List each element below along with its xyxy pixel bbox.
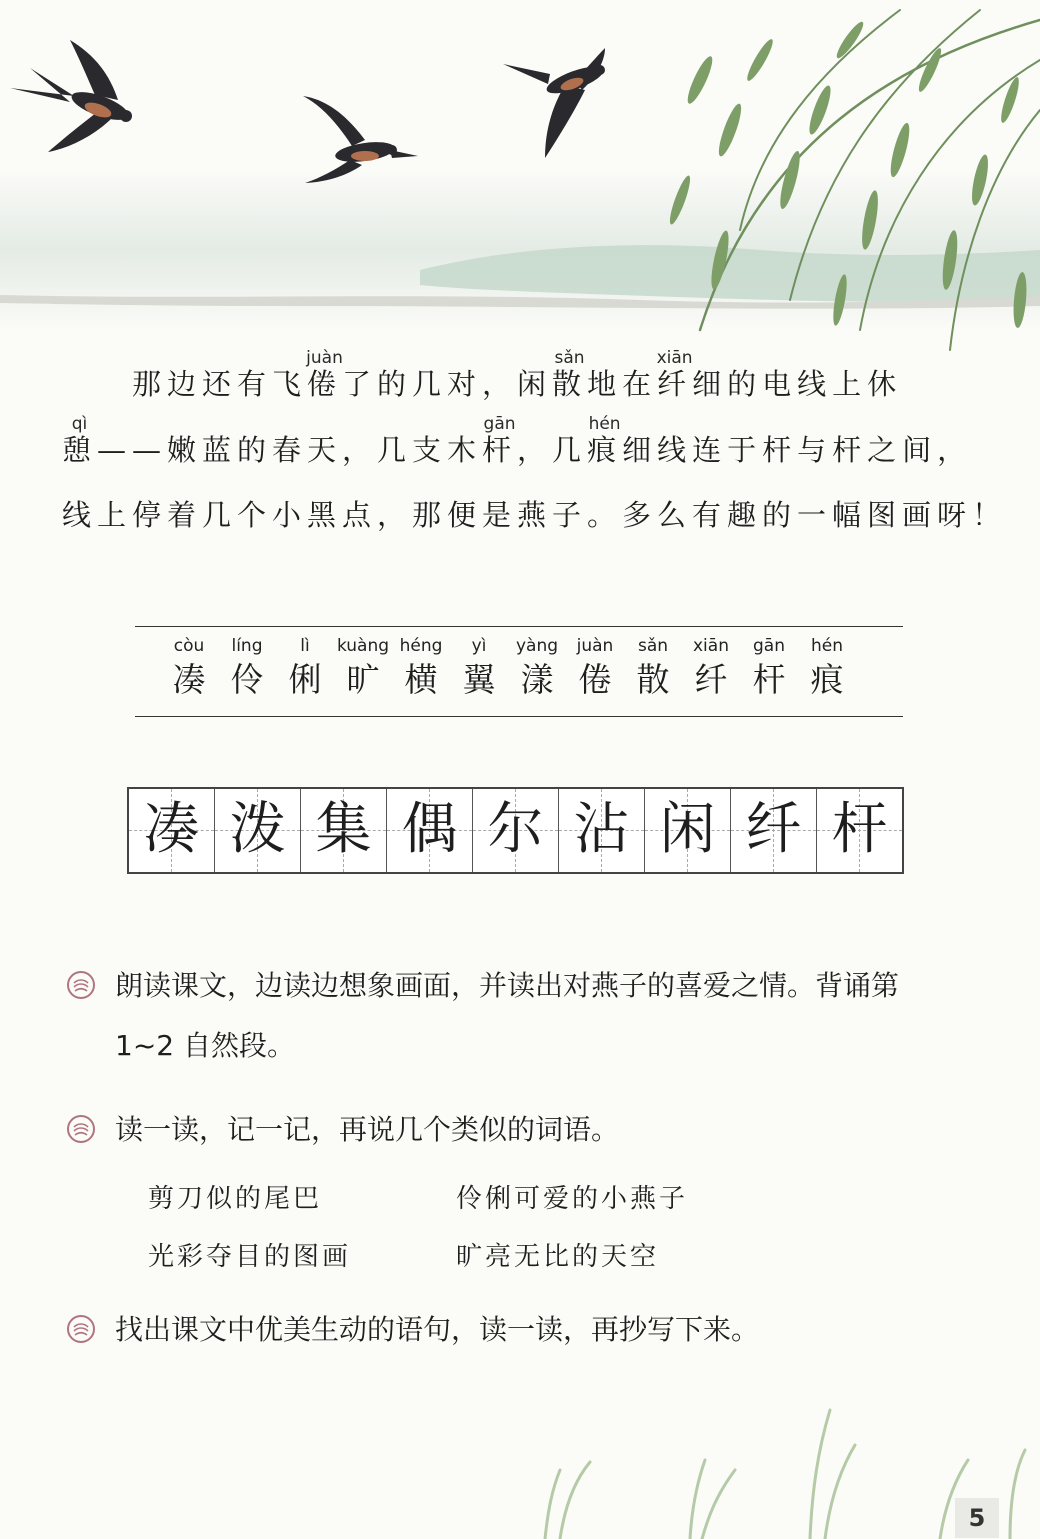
grid-cell: 闲: [644, 789, 730, 872]
text-run: 地在: [587, 367, 658, 401]
text-run: 线上停着几个小黑点，那便是燕子。多么有趣的一幅图画呀！: [62, 498, 1008, 532]
vocab-word: kuàng 旷: [336, 636, 390, 699]
annotated-char: 杆gān: [482, 414, 518, 467]
page-number: 5: [955, 1498, 999, 1538]
passage-line-1: [132, 350, 902, 416]
annotated-char: 散sǎn: [552, 348, 588, 401]
phrase: 旷亮无比的天空: [456, 1242, 660, 1272]
annotated-char: 倦juàn: [306, 348, 343, 401]
grid-cell: 凑: [129, 789, 214, 872]
vocab-word: lì 俐: [288, 636, 322, 699]
annotated-char: 痕hén: [587, 414, 623, 467]
phrase: 剪刀似的尾巴: [148, 1184, 323, 1214]
vocab-word: yì 翼: [462, 636, 496, 699]
grid-cell: 纤: [730, 789, 816, 872]
text-run: ——嫩蓝的春天，几支木: [97, 433, 483, 467]
vocab-word: gān 杆: [752, 636, 786, 699]
vocab-word: sǎn 散: [636, 636, 670, 699]
swallow-1: [10, 40, 132, 152]
grid-cell: 偶: [386, 789, 472, 872]
grid-cell: 尔: [472, 789, 558, 872]
phrase: 光彩夺目的图画: [148, 1242, 352, 1272]
exercise-1-line-1: 朗读课文，边读边想象画面，并读出对燕子的喜爱之情。背诵第: [115, 969, 900, 1002]
swallow-2: [303, 96, 418, 183]
vocab-word: héng 横: [399, 636, 443, 699]
exercise-bullet-icon: [66, 1114, 96, 1144]
text-run: 细的电线上休: [692, 367, 903, 401]
passage-line-3: [62, 482, 1007, 548]
passage-line-2: [62, 416, 972, 482]
vocab-word: juàn 倦: [576, 636, 614, 699]
vocab-word: xiān 纤: [693, 636, 729, 699]
vocab-top-rule: [135, 626, 903, 627]
vocabulary-list: [160, 636, 900, 700]
phrase: 伶俐可爱的小燕子: [456, 1184, 689, 1214]
exercise-3: 找出课文中优美生动的语句，读一读，再抄写下来。: [115, 1313, 760, 1346]
grid-cell: 杆: [816, 789, 902, 872]
grid-cell: 沾: [558, 789, 644, 872]
grid-cell: 泼: [214, 789, 300, 872]
exercise-bullet-icon: [66, 970, 96, 1000]
swallow-3: [503, 48, 606, 158]
vocab-word: yàng 漾: [515, 636, 559, 699]
vocab-word: còu 凑: [172, 636, 206, 699]
exercise-1-line-2: 1~2 自然段。: [115, 1029, 295, 1062]
exercise-bullet-icon: [66, 1314, 96, 1344]
exercise-2: 读一读，记一记，再说几个类似的词语。: [115, 1113, 620, 1146]
text-run: 那边还有飞: [132, 367, 308, 401]
annotated-char: 憩qì: [62, 414, 98, 467]
annotated-char: 纤xiān: [656, 348, 693, 401]
grid-cell: 集: [300, 789, 386, 872]
vocab-word: líng 伶: [230, 636, 264, 699]
writing-grid: [127, 787, 904, 874]
text-run: 细线连于杆与杆之间，: [622, 433, 973, 467]
text-run: 了的几对，闲: [342, 367, 553, 401]
text-run: ，几: [517, 433, 588, 467]
vocab-word: hén 痕: [810, 636, 844, 699]
vocab-bottom-rule: [135, 716, 903, 717]
grass: [545, 1410, 1025, 1539]
